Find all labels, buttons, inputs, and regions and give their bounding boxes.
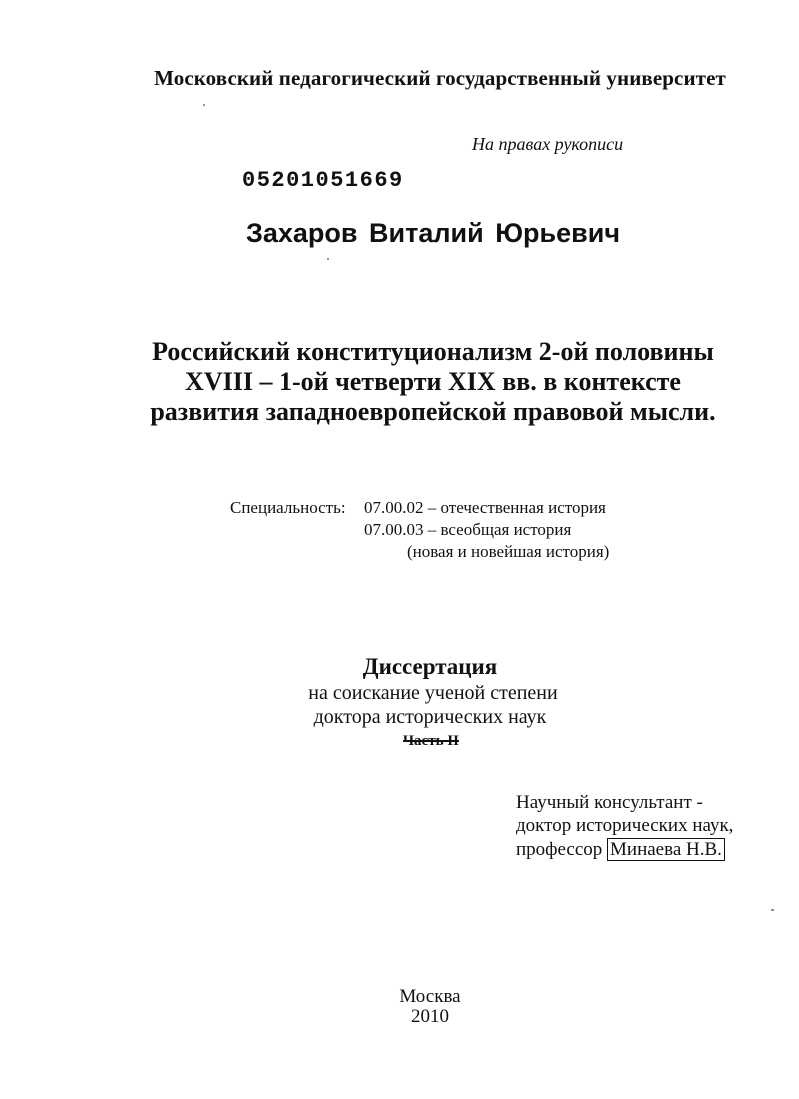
scan-speck: [203, 104, 205, 106]
consultant-name-boxed: Минаева Н.В.: [607, 838, 725, 861]
specialty-line-3: (новая и новейшая история): [407, 542, 610, 561]
consultant-title: профессор: [516, 839, 603, 860]
year: 2010: [411, 1006, 449, 1027]
dissertation-title: [0, 337, 799, 427]
part-label-struck: Часть II: [403, 733, 459, 749]
city: Москва: [399, 986, 461, 1007]
title-line-1: Российский конституционализм 2-ой половины: [152, 337, 714, 366]
consultant-line-1: Научный консультант -: [516, 792, 703, 813]
degree-line-1: на соискание ученой степени: [308, 682, 558, 704]
manuscript-note: На правах рукописи: [472, 134, 624, 154]
catalog-number: 05201051669: [242, 168, 404, 193]
degree-line-2: доктора исторических наук: [313, 706, 547, 728]
consultant-line-3: [516, 838, 725, 861]
specialty-line-2: 07.00.03 – всеобщая история: [364, 520, 572, 539]
title-line-2: XVIII – 1-ой четверти XIX вв. в контексте: [185, 367, 681, 396]
scan-speck: [327, 258, 329, 260]
author-name: Захаров Виталий Юрьевич: [245, 218, 621, 248]
consultant-line-2: доктор исторических наук,: [516, 815, 734, 836]
document-type: Диссертация: [362, 654, 498, 679]
specialty-line-1: 07.00.02 – отечественная история: [364, 498, 606, 517]
scan-speck: [771, 909, 774, 911]
specialty-label: Специальность:: [230, 498, 346, 517]
title-line-3: развития западноевропейской правовой мысли.: [150, 397, 716, 426]
university-name: Московский педагогический государственный университет: [154, 66, 726, 90]
